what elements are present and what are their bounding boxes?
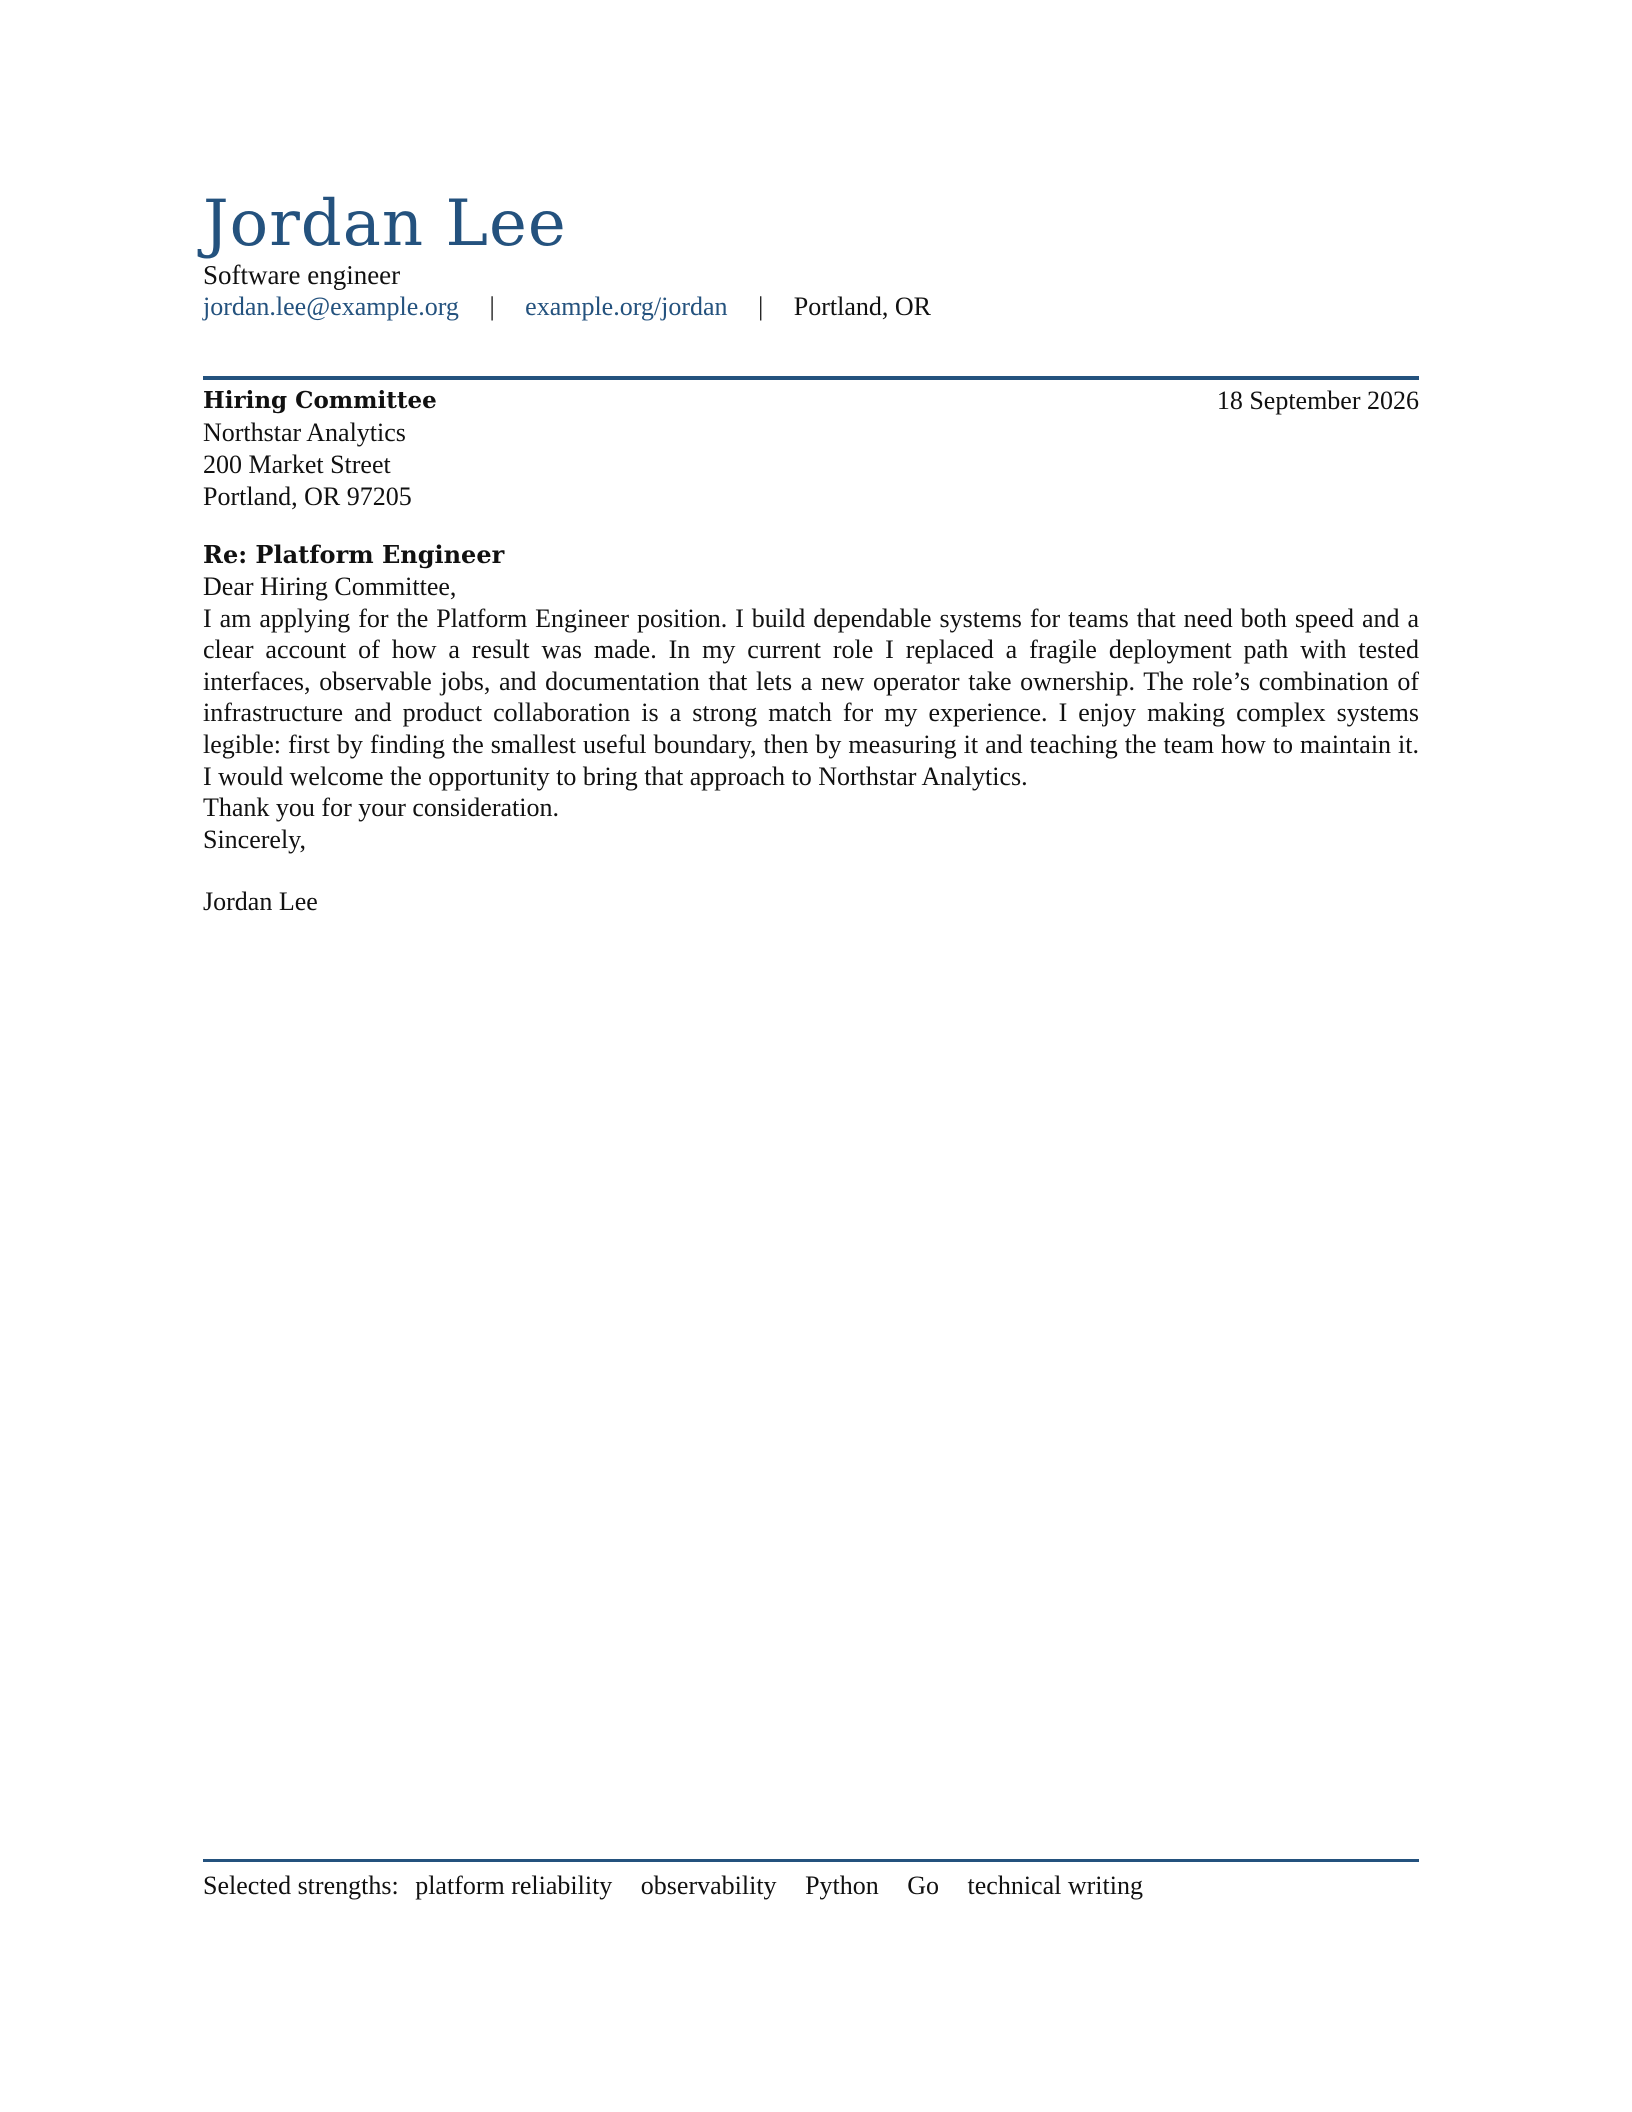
contact-separator: | (489, 292, 495, 321)
strength-item: platform reliability (415, 1871, 613, 1900)
footer-divider (203, 1859, 1419, 1862)
letter-date: 18 September 2026 (1216, 386, 1419, 415)
body-paragraph: I am applying for the Platform Engineer position. I build dependable systems for teams that need both speed and a clear account of how a result was made. In my current role I replaced a fragile deployment path with tested interfaces, observable jobs, and documentation that lets a new operator take ownership. The role’s combination of infrastructure and product collaboration is a strong match for my experience. I enjoy making complex systems legible: first by finding the smallest useful boundary, then by measuring it and teaching the team how to maintain it. I would welcome the opportunity to bring that approach to Northstar Analytics. (203, 603, 1419, 791)
email-link[interactable]: jordan.lee@example.org (203, 292, 459, 321)
letter-body (203, 571, 1419, 918)
contact-separator: | (758, 292, 764, 321)
subject-line: Re: Platform Engineer (203, 540, 505, 569)
letterhead (203, 186, 1419, 323)
strength-item: technical writing (967, 1871, 1143, 1900)
recipient-company: Northstar Analytics (203, 418, 406, 447)
website-link[interactable]: example.org/jordan (525, 292, 728, 321)
cover-letter-page (203, 0, 1419, 2112)
sender-role: Software engineer (203, 260, 401, 290)
closing: Sincerely, (203, 824, 306, 854)
sender-name: Jordan Lee (203, 187, 567, 261)
strengths-label: Selected strengths: (203, 1871, 399, 1900)
signature-name: Jordan Lee (203, 887, 318, 917)
contact-line (203, 291, 1419, 323)
strength-item: Go (907, 1871, 940, 1900)
recipient-city: Portland, OR 97205 (203, 482, 412, 511)
recipient-street: 200 Market Street (203, 450, 391, 479)
sender-location: Portland, OR (793, 292, 932, 321)
recipient-block (203, 385, 1419, 513)
salutation: Dear Hiring Committee, (203, 572, 457, 601)
strengths-footer (203, 1870, 1165, 1902)
recipient-name: Hiring Committee (203, 387, 437, 414)
strength-item: Python (805, 1871, 879, 1900)
header-divider (203, 376, 1419, 380)
strength-item: observability (640, 1871, 777, 1900)
thanks-line: Thank you for your consideration. (203, 793, 559, 823)
